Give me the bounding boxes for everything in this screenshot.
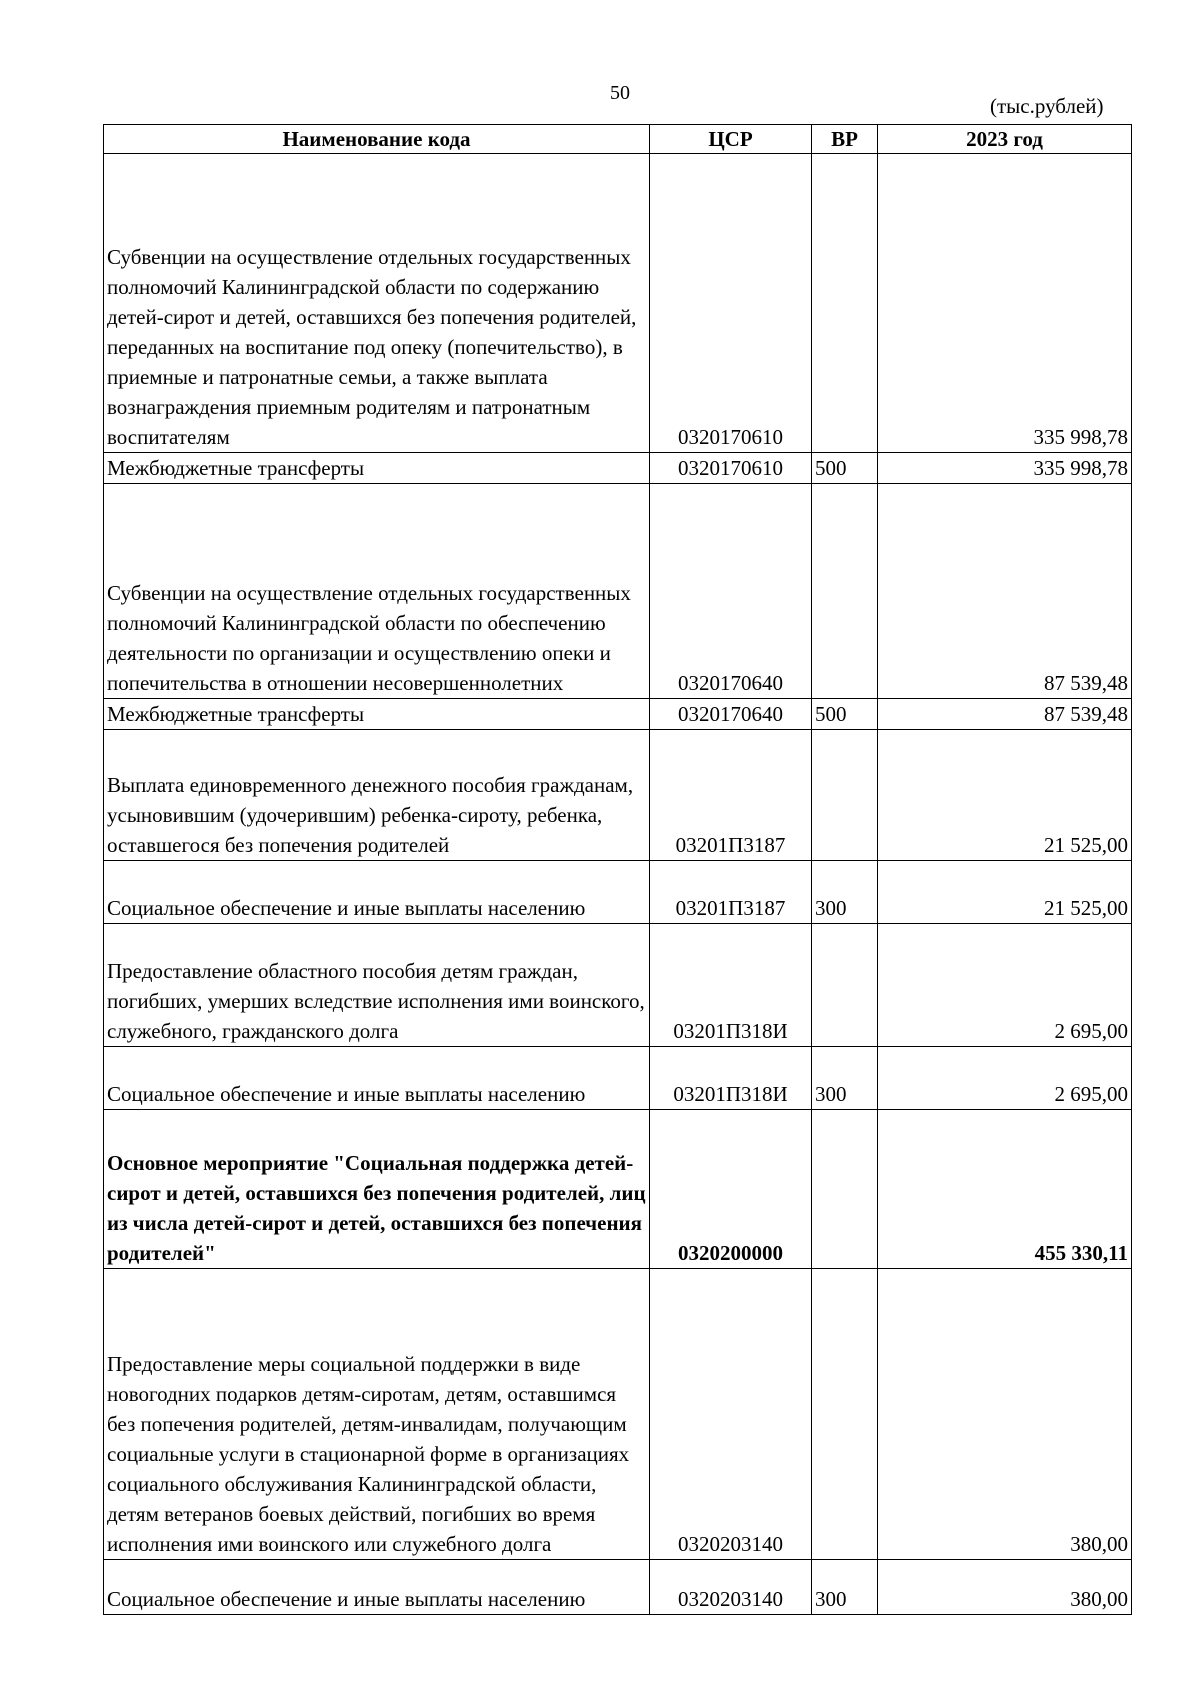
- row-csr: 0320170610: [650, 154, 812, 453]
- row-amount: 87 539,48: [878, 699, 1132, 730]
- row-amount: 335 998,78: [878, 453, 1132, 484]
- row-vr: [812, 1110, 878, 1269]
- row-name: Предоставление меры социальной поддержки в виде новогодних подарков детям-сиротам, детям, оставшимся без попечения родителей, детям-инвалидам, получающим социальные услуги в стационарной форме в организациях социального обслуживания Калининградской области, детям ветеранов боевых действий, погибших во время исполнения ими воинского или служебного долга: [104, 1269, 650, 1560]
- row-vr: [812, 154, 878, 453]
- table-row: [104, 1269, 1132, 1560]
- row-csr: 0320200000: [650, 1110, 812, 1269]
- row-csr: 0320170640: [650, 484, 812, 699]
- row-csr: 0320203140: [650, 1269, 812, 1560]
- row-name: Социальное обеспечение и иные выплаты населению: [104, 1560, 650, 1615]
- table-row: [104, 1560, 1132, 1615]
- budget-table: [103, 124, 1132, 1615]
- row-vr: 500: [812, 699, 878, 730]
- row-csr: 0320170640: [650, 699, 812, 730]
- row-csr: 03201П3187: [650, 861, 812, 924]
- row-name: Межбюджетные трансферты: [104, 453, 650, 484]
- table-row: [104, 924, 1132, 1047]
- row-name: Субвенции на осуществление отдельных государственных полномочий Калининградской области по содержанию детей-сирот и детей, оставшихся без попечения родителей, переданных на воспитание под опеку (попечительство), в приемные и патронатные семьи, а также выплата вознаграждения приемным родителям и патронатным воспитателям: [104, 154, 650, 453]
- row-amount: 380,00: [878, 1269, 1132, 1560]
- row-csr: 03201П3187: [650, 730, 812, 861]
- row-csr: 0320203140: [650, 1560, 812, 1615]
- row-name: Межбюджетные трансферты: [104, 699, 650, 730]
- header-name: Наименование кода: [104, 125, 650, 154]
- page-number: 50: [610, 82, 630, 104]
- row-name: Социальное обеспечение и иные выплаты населению: [104, 861, 650, 924]
- row-vr: [812, 730, 878, 861]
- row-csr: 03201П318И: [650, 924, 812, 1047]
- header-vr: ВР: [812, 125, 878, 154]
- row-csr: 03201П318И: [650, 1047, 812, 1110]
- table-row: [104, 861, 1132, 924]
- row-amount: 455 330,11: [878, 1110, 1132, 1269]
- units-label: (тыс.рублей): [990, 94, 1104, 118]
- row-amount: 2 695,00: [878, 924, 1132, 1047]
- row-vr: [812, 484, 878, 699]
- row-name: Предоставление областного пособия детям граждан, погибших, умерших вследствие исполнения ими воинского, служебного, гражданского долга: [104, 924, 650, 1047]
- row-csr: 0320170610: [650, 453, 812, 484]
- row-vr: [812, 924, 878, 1047]
- table-row: [104, 1047, 1132, 1110]
- row-vr: [812, 1269, 878, 1560]
- row-amount: 2 695,00: [878, 1047, 1132, 1110]
- table-row: [104, 1110, 1132, 1269]
- row-vr: 300: [812, 1560, 878, 1615]
- row-vr: 300: [812, 861, 878, 924]
- table-row: [104, 484, 1132, 699]
- row-amount: 87 539,48: [878, 484, 1132, 699]
- row-name: Социальное обеспечение и иные выплаты населению: [104, 1047, 650, 1110]
- table-row: [104, 154, 1132, 453]
- row-name: Основное мероприятие "Социальная поддержка детей-сирот и детей, оставшихся без попечения родителей, лиц из числа детей-сирот и детей, оставшихся без попечения родителей": [104, 1110, 650, 1269]
- table-row: [104, 730, 1132, 861]
- header-csr: ЦСР: [650, 125, 812, 154]
- row-name: Субвенции на осуществление отдельных государственных полномочий Калининградской области по обеспечению деятельности по организации и осуществлению опеки и попечительства в отношении несовершеннолетних: [104, 484, 650, 699]
- row-name: Выплата единовременного денежного пособия гражданам, усыновившим (удочерившим) ребенка-сироту, ребенка, оставшегося без попечения родителей: [104, 730, 650, 861]
- row-amount: 380,00: [878, 1560, 1132, 1615]
- header-amount: 2023 год: [878, 125, 1132, 154]
- row-amount: 335 998,78: [878, 154, 1132, 453]
- row-vr: 500: [812, 453, 878, 484]
- row-amount: 21 525,00: [878, 730, 1132, 861]
- table-row: [104, 699, 1132, 730]
- table-row: [104, 453, 1132, 484]
- table-header-row: [104, 125, 1132, 154]
- row-amount: 21 525,00: [878, 861, 1132, 924]
- row-vr: 300: [812, 1047, 878, 1110]
